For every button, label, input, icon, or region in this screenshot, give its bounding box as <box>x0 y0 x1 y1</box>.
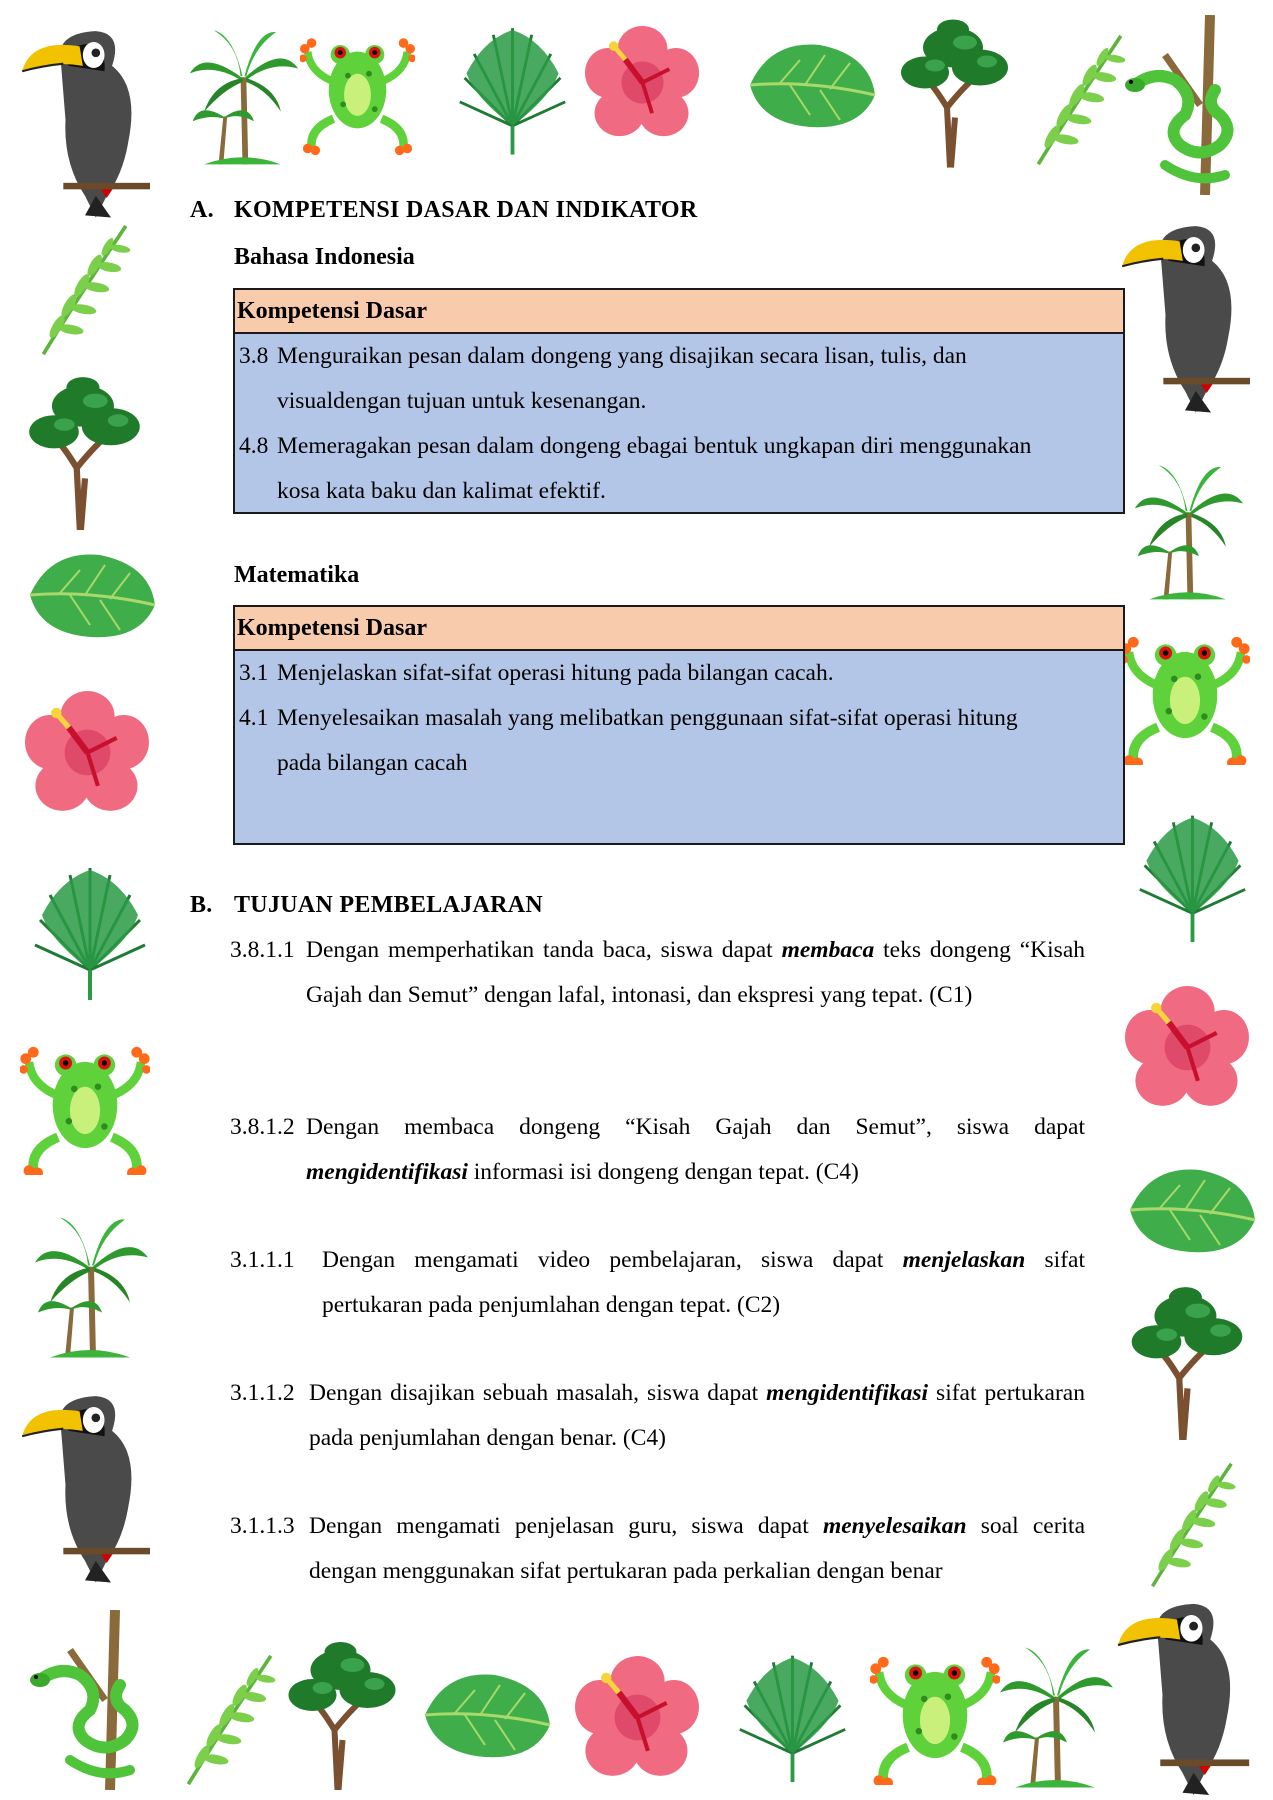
leaf-icon <box>1120 1160 1260 1260</box>
tree-icon <box>20 375 150 530</box>
goal-text-post: sifat pertukaran pada penjumlahan dengan benar. (C4) <box>309 1380 1085 1451</box>
section-b-heading <box>190 892 543 919</box>
kd-item-line: pada bilangan cacah <box>277 750 468 776</box>
goal-text-post: teks dongeng “Kisah Gajah dan Semut” dengan lafal, intonasi, dan ekspresi yang tepat. (C1) <box>306 937 1085 1008</box>
fan-palm-icon <box>30 855 150 1005</box>
section-a-heading <box>190 197 698 224</box>
section-a-label: A. <box>190 197 214 223</box>
goal-text <box>230 1371 1085 1460</box>
goal-text-pre: Dengan mengamati video pembelajaran, siswa dapat <box>322 1247 903 1273</box>
goal-number: 3.8.1.2 <box>230 1114 295 1140</box>
section-a-title: KOMPETENSI DASAR DAN INDIKATOR <box>234 197 698 223</box>
goal-text <box>230 1504 1085 1593</box>
kd-item-text <box>277 424 1121 514</box>
kd-item-number: 4.8 <box>239 433 269 459</box>
kd-item-line: Menyelesaikan masalah yang melibatkan penggunaan sifat-sifat operasi hitung <box>277 705 1018 731</box>
tree-icon <box>280 1640 405 1790</box>
goal-text <box>230 1105 1085 1194</box>
goal-number: 3.1.1.2 <box>230 1380 295 1406</box>
learning-goal <box>230 928 1085 1017</box>
kd-table-header: Kompetensi Dasar <box>235 607 1123 651</box>
fan-palm-icon <box>1135 800 1250 950</box>
learning-goal <box>230 1238 1085 1327</box>
subject-bahasa-indonesia: Bahasa Indonesia <box>234 244 415 270</box>
goal-verb: mengidentifikasi <box>306 1158 468 1185</box>
goal-text-post: informasi isi dongeng dengan tepat. (C4) <box>467 1158 859 1185</box>
toucan-icon <box>20 20 150 220</box>
kd-item <box>239 424 1121 514</box>
kd-table-body <box>235 651 1123 786</box>
goal-text-post: soal cerita dengan menggunakan sifat pertukaran pada perkalian dengan benar <box>309 1513 1086 1584</box>
goal-text-pre: Dengan memperhatikan tanda baca, siswa dapat <box>306 937 782 963</box>
tree-icon <box>895 15 1015 170</box>
goal-verb: mengidentifikasi <box>766 1380 929 1406</box>
leaf-icon <box>20 545 160 645</box>
kd-item-text <box>277 334 1121 424</box>
goal-text-pre: Dengan membaca dongeng “Kisah Gajah dan Semut”, siswa dapat <box>306 1114 1085 1140</box>
kd-item <box>239 696 1121 786</box>
toucan-icon <box>1115 1595 1250 1795</box>
kd-table-bahasa <box>233 288 1125 514</box>
frog-icon <box>20 1035 150 1175</box>
palm-tree-icon <box>30 1205 150 1360</box>
hibiscus-icon <box>1125 985 1250 1110</box>
goal-text-pre: Dengan mengamati penjelasan guru, siswa dapat <box>309 1513 823 1539</box>
palm-tree-icon <box>995 1635 1115 1790</box>
fan-palm-icon <box>455 15 570 160</box>
toucan-icon <box>20 1385 150 1585</box>
fan-palm-icon <box>735 1640 850 1790</box>
frog-icon <box>1120 625 1250 765</box>
frog-icon <box>300 25 415 155</box>
frog-icon <box>870 1645 1000 1785</box>
kd-item-number: 3.1 <box>239 660 269 686</box>
goal-text <box>230 1238 1085 1327</box>
kd-table-body <box>235 334 1123 514</box>
hibiscus-icon <box>575 1655 700 1780</box>
hibiscus-icon <box>25 690 150 815</box>
goal-number: 3.1.1.3 <box>230 1513 295 1539</box>
kd-item-line: Memeragakan pesan dalam dongeng ebagai bentuk ungkapan diri menggunakan <box>277 433 1032 459</box>
goal-verb: menyelesaikan <box>822 1513 967 1539</box>
kd-item-text <box>277 696 1121 786</box>
kd-item <box>239 334 1121 424</box>
goal-verb: menjelaskan <box>902 1247 1026 1273</box>
snake-icon <box>30 1610 150 1790</box>
learning-goal <box>230 1371 1085 1460</box>
kd-item-number: 4.1 <box>239 705 269 731</box>
palm-tree-icon <box>185 15 300 170</box>
goal-text-post: sifat pertukaran pada penjumlahan dengan tepat. (C2) <box>322 1247 1085 1318</box>
subject-matematika: Matematika <box>234 562 360 588</box>
kd-item-text <box>277 651 1121 696</box>
snake-icon <box>1125 15 1245 195</box>
fern-icon <box>25 220 135 360</box>
kd-item-line: visualdengan tujuan untuk kesenangan. <box>277 388 647 414</box>
leaf-icon <box>740 35 880 135</box>
goal-text <box>230 928 1085 1017</box>
palm-tree-icon <box>1130 450 1245 605</box>
section-b-label: B. <box>190 892 213 918</box>
kd-item-number: 3.8 <box>239 343 269 369</box>
learning-goal <box>230 1504 1085 1593</box>
leaf-icon <box>415 1665 555 1765</box>
toucan-icon <box>1120 215 1250 415</box>
kd-item <box>239 651 1121 696</box>
kd-table-matematika <box>233 605 1125 845</box>
fern-icon <box>1020 30 1130 170</box>
kd-item-line: Menjelaskan sifat-sifat operasi hitung pada bilangan cacah. <box>277 660 834 686</box>
goal-number: 3.1.1.1 <box>230 1247 295 1273</box>
goal-verb: membaca <box>781 937 875 963</box>
tree-icon <box>1125 1285 1250 1440</box>
kd-table-header: Kompetensi Dasar <box>235 290 1123 334</box>
hibiscus-icon <box>585 25 700 140</box>
section-b-title: TUJUAN PEMBELAJARAN <box>234 892 544 918</box>
goal-number: 3.8.1.1 <box>230 937 295 963</box>
fern-icon <box>170 1650 280 1790</box>
fern-icon <box>1135 1455 1240 1595</box>
kd-item-line: Menguraikan pesan dalam dongeng yang disajikan secara lisan, tulis, dan <box>277 343 967 369</box>
goal-text-pre: Dengan disajikan sebuah masalah, siswa dapat <box>309 1380 767 1406</box>
learning-goal <box>230 1105 1085 1194</box>
kd-item-line: kosa kata baku dan kalimat efektif. <box>277 478 606 504</box>
